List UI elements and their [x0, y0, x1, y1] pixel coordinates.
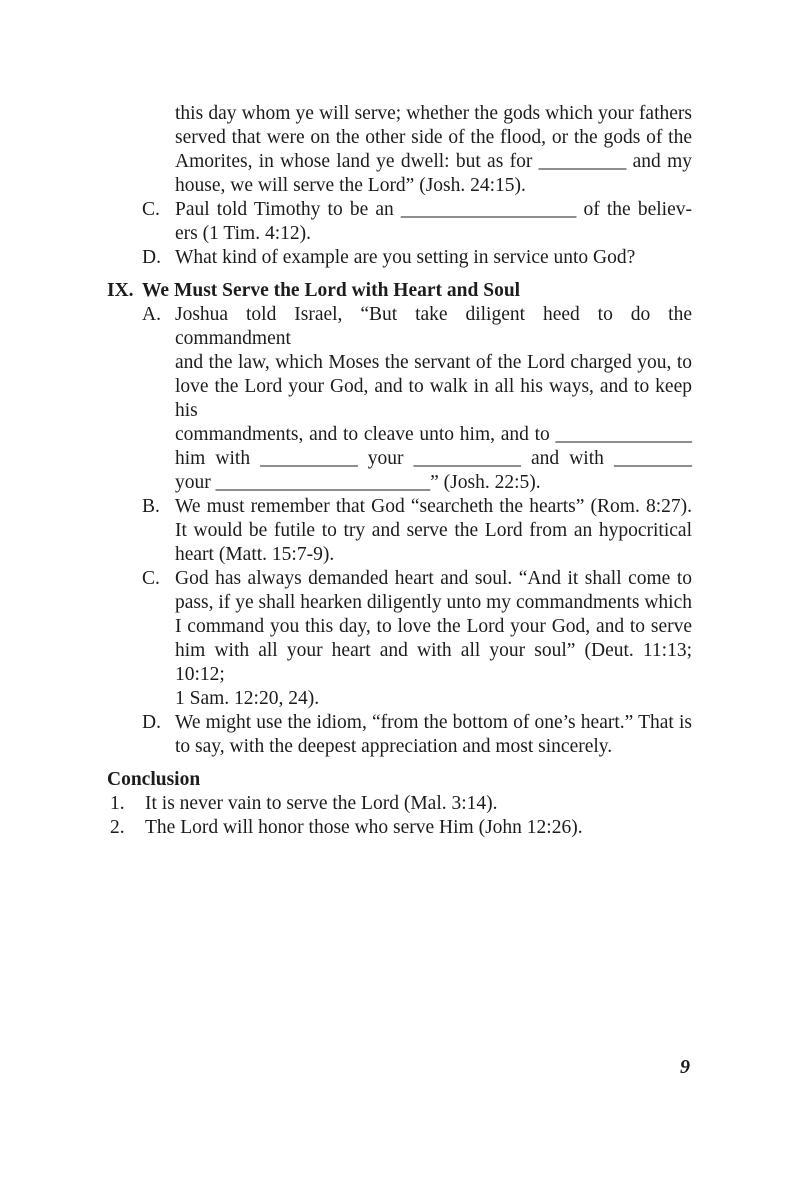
continuation-paragraph — [107, 102, 692, 198]
text-line: pass, if ye shall hearken diligently unto my commandments which — [175, 592, 692, 613]
text-line: Paul told Timothy to be an __________________ of the believ- — [175, 199, 692, 220]
text-line: commandments, and to cleave unto him, and to ______________ — [175, 424, 692, 445]
text-line: It would be futile to try and serve the Lord from an hypocritical — [175, 520, 692, 541]
item-label: D. — [142, 712, 161, 733]
text-line: We might use the idiom, “from the bottom of one’s heart.” That is — [175, 712, 692, 733]
item-label: A. — [142, 304, 161, 325]
text-line: heart (Matt. 15:7-9). — [175, 544, 335, 565]
outline-item-d2 — [107, 711, 692, 759]
item-body — [175, 303, 692, 495]
outline-item-c2 — [107, 567, 692, 711]
item-body — [145, 816, 692, 840]
item-label: D. — [142, 247, 161, 268]
outline-item-b — [107, 495, 692, 567]
item-label: 1. — [110, 793, 125, 814]
text-line: We must remember that God “searcheth the hearts” (Rom. 8:27). — [175, 496, 692, 517]
conclusion-heading: Conclusion — [107, 769, 201, 790]
text-line: your ______________________” (Josh. 22:5). — [175, 472, 541, 493]
item-body — [175, 246, 692, 270]
outline-item-a — [107, 303, 692, 495]
conclusion-item-1 — [107, 792, 692, 816]
text-line: love the Lord your God, and to walk in all his ways, and to keep his — [175, 376, 692, 421]
item-body — [175, 567, 692, 711]
text-line: 1 Sam. 12:20, 24). — [175, 688, 320, 709]
item-label: 2. — [110, 817, 125, 838]
text-line: Joshua told Israel, “But take diligent heed to do the commandment — [175, 304, 692, 349]
text-line: The Lord will honor those who serve Him (John 12:26). — [145, 817, 583, 838]
outline-item-c — [107, 198, 692, 246]
item-label: C. — [142, 568, 160, 589]
heading-label: IX. — [107, 280, 134, 301]
section-heading-ix — [107, 279, 692, 303]
page-number: 9 — [680, 1056, 690, 1078]
text-line: him with __________ your ___________ and with ________ — [175, 448, 692, 469]
text-line: to say, with the deepest appreciation and most sincerely. — [175, 736, 613, 757]
text-line: him with all your heart and with all your soul” (Deut. 11:13; 10:12; — [175, 640, 692, 685]
conclusion-item-2 — [107, 816, 692, 840]
text-line: What kind of example are you setting in service unto God? — [175, 247, 636, 268]
text-line: served that were on the other side of the flood, or the gods of the — [175, 127, 692, 148]
text-line: I command you this day, to love the Lord your God, and to serve — [175, 616, 692, 637]
text-line: this day whom ye will serve; whether the gods which your fathers — [175, 103, 692, 124]
heading-text: We Must Serve the Lord with Heart and Soul — [142, 280, 521, 301]
item-body — [175, 711, 692, 759]
text-line: house, we will serve the Lord” (Josh. 24:15). — [175, 175, 526, 196]
outline-item-d — [107, 246, 692, 270]
text-line: and the law, which Moses the servant of the Lord charged you, to — [175, 352, 692, 373]
text-line: Amorites, in whose land ye dwell: but as for _________ and my — [175, 151, 692, 172]
item-body — [145, 792, 692, 816]
item-label: C. — [142, 199, 160, 220]
item-body — [175, 495, 692, 567]
text-line: God has always demanded heart and soul. “And it shall come to — [175, 568, 692, 589]
text-line: It is never vain to serve the Lord (Mal. 3:14). — [145, 793, 498, 814]
item-body — [175, 198, 692, 246]
outline-content — [107, 102, 692, 840]
text-line: ers (1 Tim. 4:12). — [175, 223, 311, 244]
item-label: B. — [142, 496, 160, 517]
